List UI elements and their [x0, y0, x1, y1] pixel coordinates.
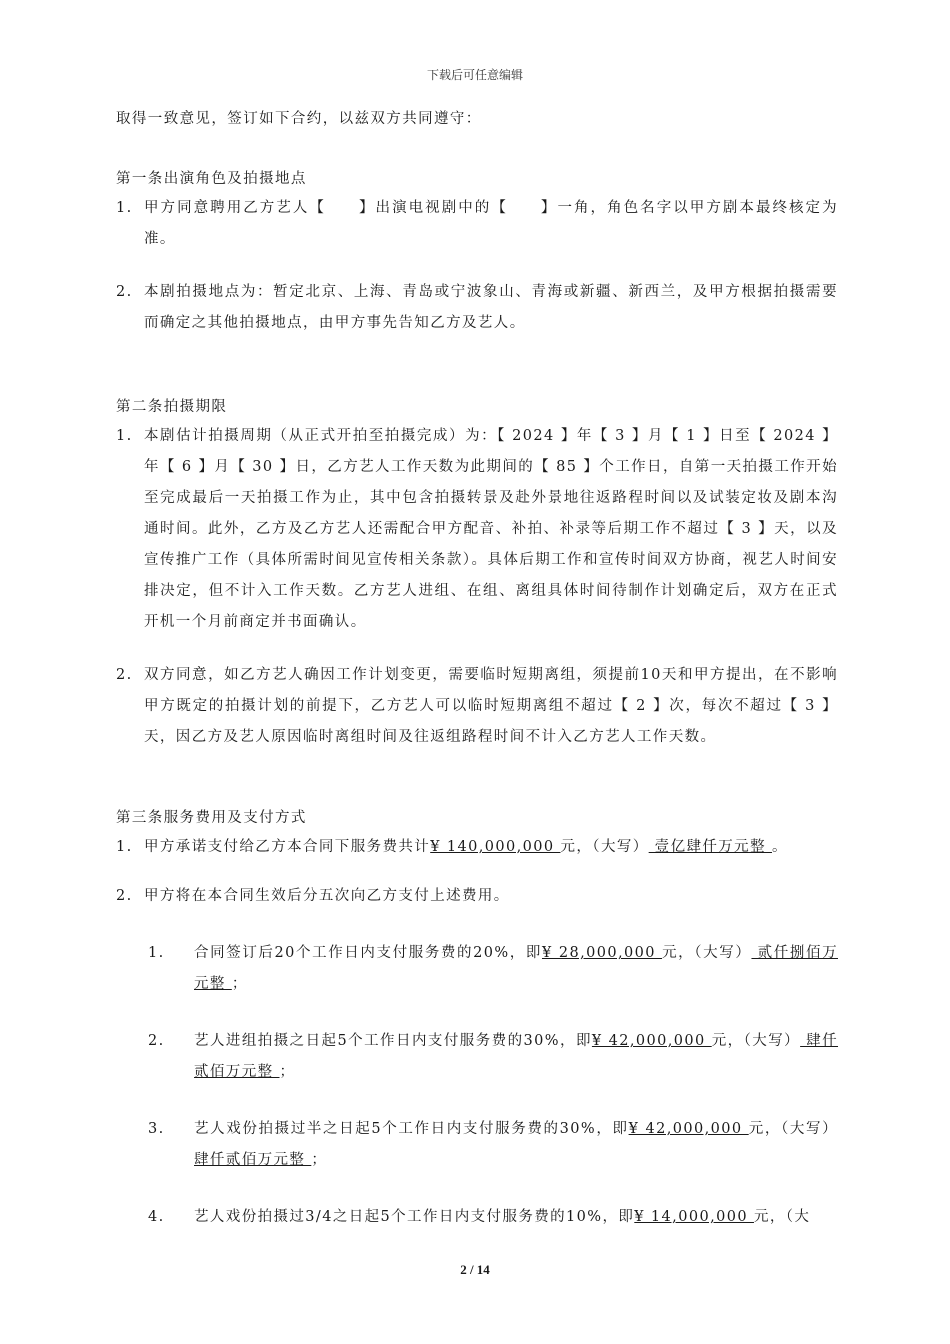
section-1-title: 第一条出演角色及拍摄地点 [116, 171, 307, 187]
list-item [116, 421, 838, 638]
section-2-item-2: 双方同意，如乙方艺人确因工作计划变更，需要临时短期离组，须提前10天和甲方提出，在不影响甲方既定的拍摄计划的前提下，乙方艺人可以临时短期离组不超过【 2 】次，每次不超过【 3 】天，因乙方及艺人原因临时离组时间及往返组路程时间不计入乙方艺人工作天数。 [144, 667, 838, 745]
text-segment: 甲方承诺支付给乙方本合同下服务费共计 [144, 839, 431, 855]
section-3-item-2: 甲方将在本合同生效后分五次向乙方支付上述费用。 [144, 888, 510, 904]
page-header: 下载后可任意编辑 [426, 68, 523, 82]
intro-paragraph: 取得一致意见，签订如下合约，以兹双方共同遵守： [116, 111, 482, 127]
installment-number: 2. [148, 1033, 165, 1049]
section-3-item-1 [144, 832, 838, 863]
installment-number: 1. [148, 945, 165, 961]
payment-installment [148, 1026, 838, 1088]
list-item [116, 832, 838, 863]
text-segment: ； [231, 976, 248, 992]
installment-amount-capitalized: 肆仟贰佰万元整 [194, 1152, 312, 1168]
text-segment: 元，（大写） [560, 839, 649, 855]
installment-amount-capitalized: 肆仟贰佰万元整 [194, 1033, 839, 1080]
installment-amount: ¥ 42,000,000 [628, 1121, 749, 1137]
text-segment: 。 [771, 839, 788, 855]
page-number: 2 / 14 [460, 1262, 490, 1277]
item-number: 1. [116, 200, 133, 216]
item-number: 2. [116, 667, 133, 683]
text-segment: 元，（大 [753, 1209, 811, 1225]
text-segment: 艺人戏份拍摄过3/4之日起5个工作日内支付服务费的10%，即 [194, 1209, 635, 1225]
installment-number: 4. [148, 1209, 165, 1225]
item-number: 1. [116, 839, 133, 855]
installment-text [194, 1202, 838, 1233]
payment-installment [148, 938, 838, 1000]
installment-amount: ¥ 28,000,000 [541, 945, 663, 961]
installment-text [194, 1026, 838, 1088]
section-2-title: 第二条拍摄期限 [116, 399, 228, 415]
text-segment: 合同签订后20个工作日内支付服务费的20%，即 [194, 945, 542, 961]
item-number: 2. [116, 888, 133, 904]
text-segment: 艺人戏份拍摄过半之日起5个工作日内支付服务费的30%，即 [194, 1121, 629, 1137]
item-number: 1. [116, 428, 133, 444]
section-1-item-1: 甲方同意聘用乙方艺人【 】出演电视剧中的【 】一角，角色名字以甲方剧本最终核定为准。 [144, 200, 838, 247]
section-3-title: 第三条服务费用及支付方式 [116, 810, 307, 826]
section-1-item-2: 本剧拍摄地点为：暂定北京、上海、青岛或宁波象山、青海或新疆、新西兰，及甲方根据拍摄需要而确定之其他拍摄地点，由甲方事先告知乙方及艺人。 [144, 284, 838, 331]
installment-text [194, 1114, 838, 1176]
document-body [116, 106, 838, 1233]
installment-text [194, 938, 838, 1000]
payment-installment [148, 1114, 838, 1176]
installment-amount-capitalized: 贰仟捌佰万元整 [194, 945, 838, 992]
text-segment: 元，（大写） [662, 945, 752, 961]
installment-number: 3. [148, 1121, 165, 1137]
fee-amount-capitalized: 壹亿肆仟万元整 [648, 839, 772, 855]
list-item [116, 660, 838, 753]
text-segment: ； [279, 1064, 296, 1080]
text-segment: 元，（大写） [748, 1121, 838, 1137]
section-2-item-1: 本剧估计拍摄周期（从正式开拍至拍摄完成）为：【 2024 】年【 3 】月【 1 】日至【 2024 】年【 6 】月【 30 】日，乙方艺人工作天数为此期间的【 85 】个工作日，自第一天拍摄工作开始至完成最后一天拍摄工作为止，其中包含拍摄转景及赴外景地往返路程时间以及试装定妆及剧本沟通时间。此外，乙方及乙方艺人还需配合甲方配音、补拍、补录等后期工作不超过【 3 】天，以及宣传推广工作（具体所需时间见宣传相关条款）。具体后期工作和宣传时间双方协商，视艺人时间安排决定，但不计入工作天数。乙方艺人进组、在组、离组具体时间待制作计划确定后，双方在正式开机一个月前商定并书面确认。 [144, 428, 838, 630]
list-item [116, 881, 838, 912]
item-number: 2. [116, 284, 133, 300]
list-item [116, 277, 838, 339]
text-segment: 元，（大写） [711, 1033, 801, 1049]
list-item [116, 193, 838, 255]
text-segment: 艺人进组拍摄之日起5个工作日内支付服务费的30%，即 [194, 1033, 592, 1049]
payment-installment [148, 1202, 838, 1233]
fee-amount: ¥ 140,000,000 [430, 839, 561, 855]
installment-amount: ¥ 42,000,000 [591, 1033, 712, 1049]
text-segment: ； [311, 1152, 328, 1168]
installment-amount: ¥ 14,000,000 [634, 1209, 754, 1225]
